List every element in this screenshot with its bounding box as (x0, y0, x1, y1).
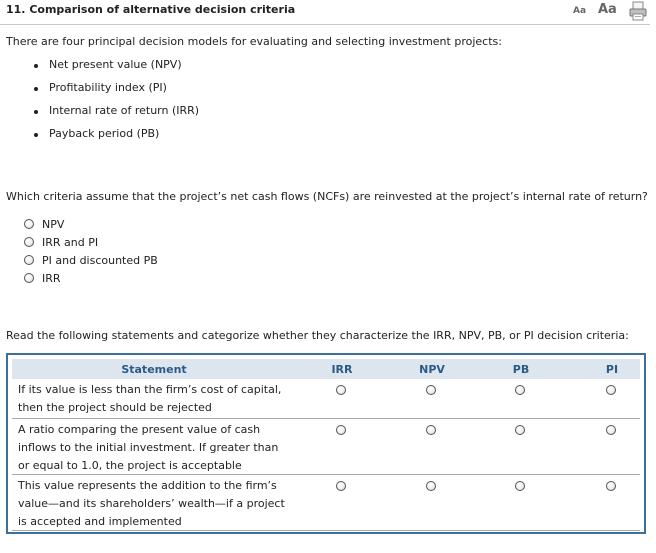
column-header-irr: IRR (331, 363, 353, 376)
table-row (12, 379, 640, 419)
list-item: Payback period (PB) (0, 127, 199, 150)
list-item: Net present value (NPV) (0, 58, 199, 81)
radio-pi[interactable] (606, 481, 616, 491)
radio-npv[interactable] (426, 425, 436, 435)
radio-button[interactable] (24, 273, 34, 283)
question1-text: Which criteria assume that the project’s net cash flows (NCFs) are reinvested at the project’s internal rate of return? (6, 190, 648, 203)
categorize-table (6, 353, 646, 534)
bullet-icon (34, 133, 38, 137)
bullet-icon (34, 87, 38, 91)
radio-irr[interactable] (336, 425, 346, 435)
statement-cell: If its value is less than the firm’s cost of capital, then the project should be rejected (18, 383, 282, 414)
column-header-statement: Statement (121, 363, 187, 376)
statement-cell: A ratio comparing the present value of cash inflows to the initial investment. If greater than or equal to 1.0, the project is acceptable (18, 423, 279, 472)
bullet-icon (34, 64, 38, 68)
table-header (12, 359, 640, 379)
question-title: 11. Comparison of alternative decision criteria (6, 3, 296, 16)
question1-options (24, 215, 158, 287)
decrease-font-button[interactable]: Aa (573, 6, 587, 16)
question-header (0, 0, 650, 25)
question2-text: Read the following statements and categorize whether they characterize the IRR, NPV, PB, or PI decision criteria: (6, 329, 629, 342)
table-row (12, 475, 640, 531)
radio-pb[interactable] (515, 481, 525, 491)
bullet-icon (34, 110, 38, 114)
radio-irr[interactable] (336, 385, 346, 395)
radio-pb[interactable] (515, 425, 525, 435)
radio-button[interactable] (24, 219, 34, 229)
option-label: IRR and PI (42, 235, 99, 249)
statement-cell: This value represents the addition to the firm’s value—and its shareholders’ wealth—if a project is accepted and implemented (18, 479, 285, 528)
list-item: Internal rate of return (IRR) (0, 104, 199, 127)
option-label: IRR (42, 271, 61, 285)
decision-models-list (0, 58, 199, 150)
intro-text: There are four principal decision models for evaluating and selecting investment projects: (6, 35, 502, 48)
radio-npv[interactable] (426, 481, 436, 491)
option-label: PI and discounted PB (42, 253, 158, 267)
option-irr[interactable] (24, 269, 158, 287)
printer-icon[interactable] (628, 1, 648, 21)
radio-npv[interactable] (426, 385, 436, 395)
option-pi-and-discounted-pb[interactable] (24, 251, 158, 269)
option-label: NPV (42, 217, 65, 231)
list-item: Profitability index (PI) (0, 81, 199, 104)
option-npv[interactable] (24, 215, 158, 233)
radio-button[interactable] (24, 237, 34, 247)
option-irr-and-pi[interactable] (24, 233, 158, 251)
increase-font-button[interactable]: Aa (598, 2, 617, 17)
radio-irr[interactable] (336, 481, 346, 491)
radio-pi[interactable] (606, 385, 616, 395)
radio-button[interactable] (24, 255, 34, 265)
column-header-pb: PB (512, 363, 530, 376)
radio-pb[interactable] (515, 385, 525, 395)
column-header-npv: NPV (419, 363, 445, 376)
radio-pi[interactable] (606, 425, 616, 435)
column-header-pi: PI (605, 363, 619, 376)
table-row (12, 419, 640, 475)
